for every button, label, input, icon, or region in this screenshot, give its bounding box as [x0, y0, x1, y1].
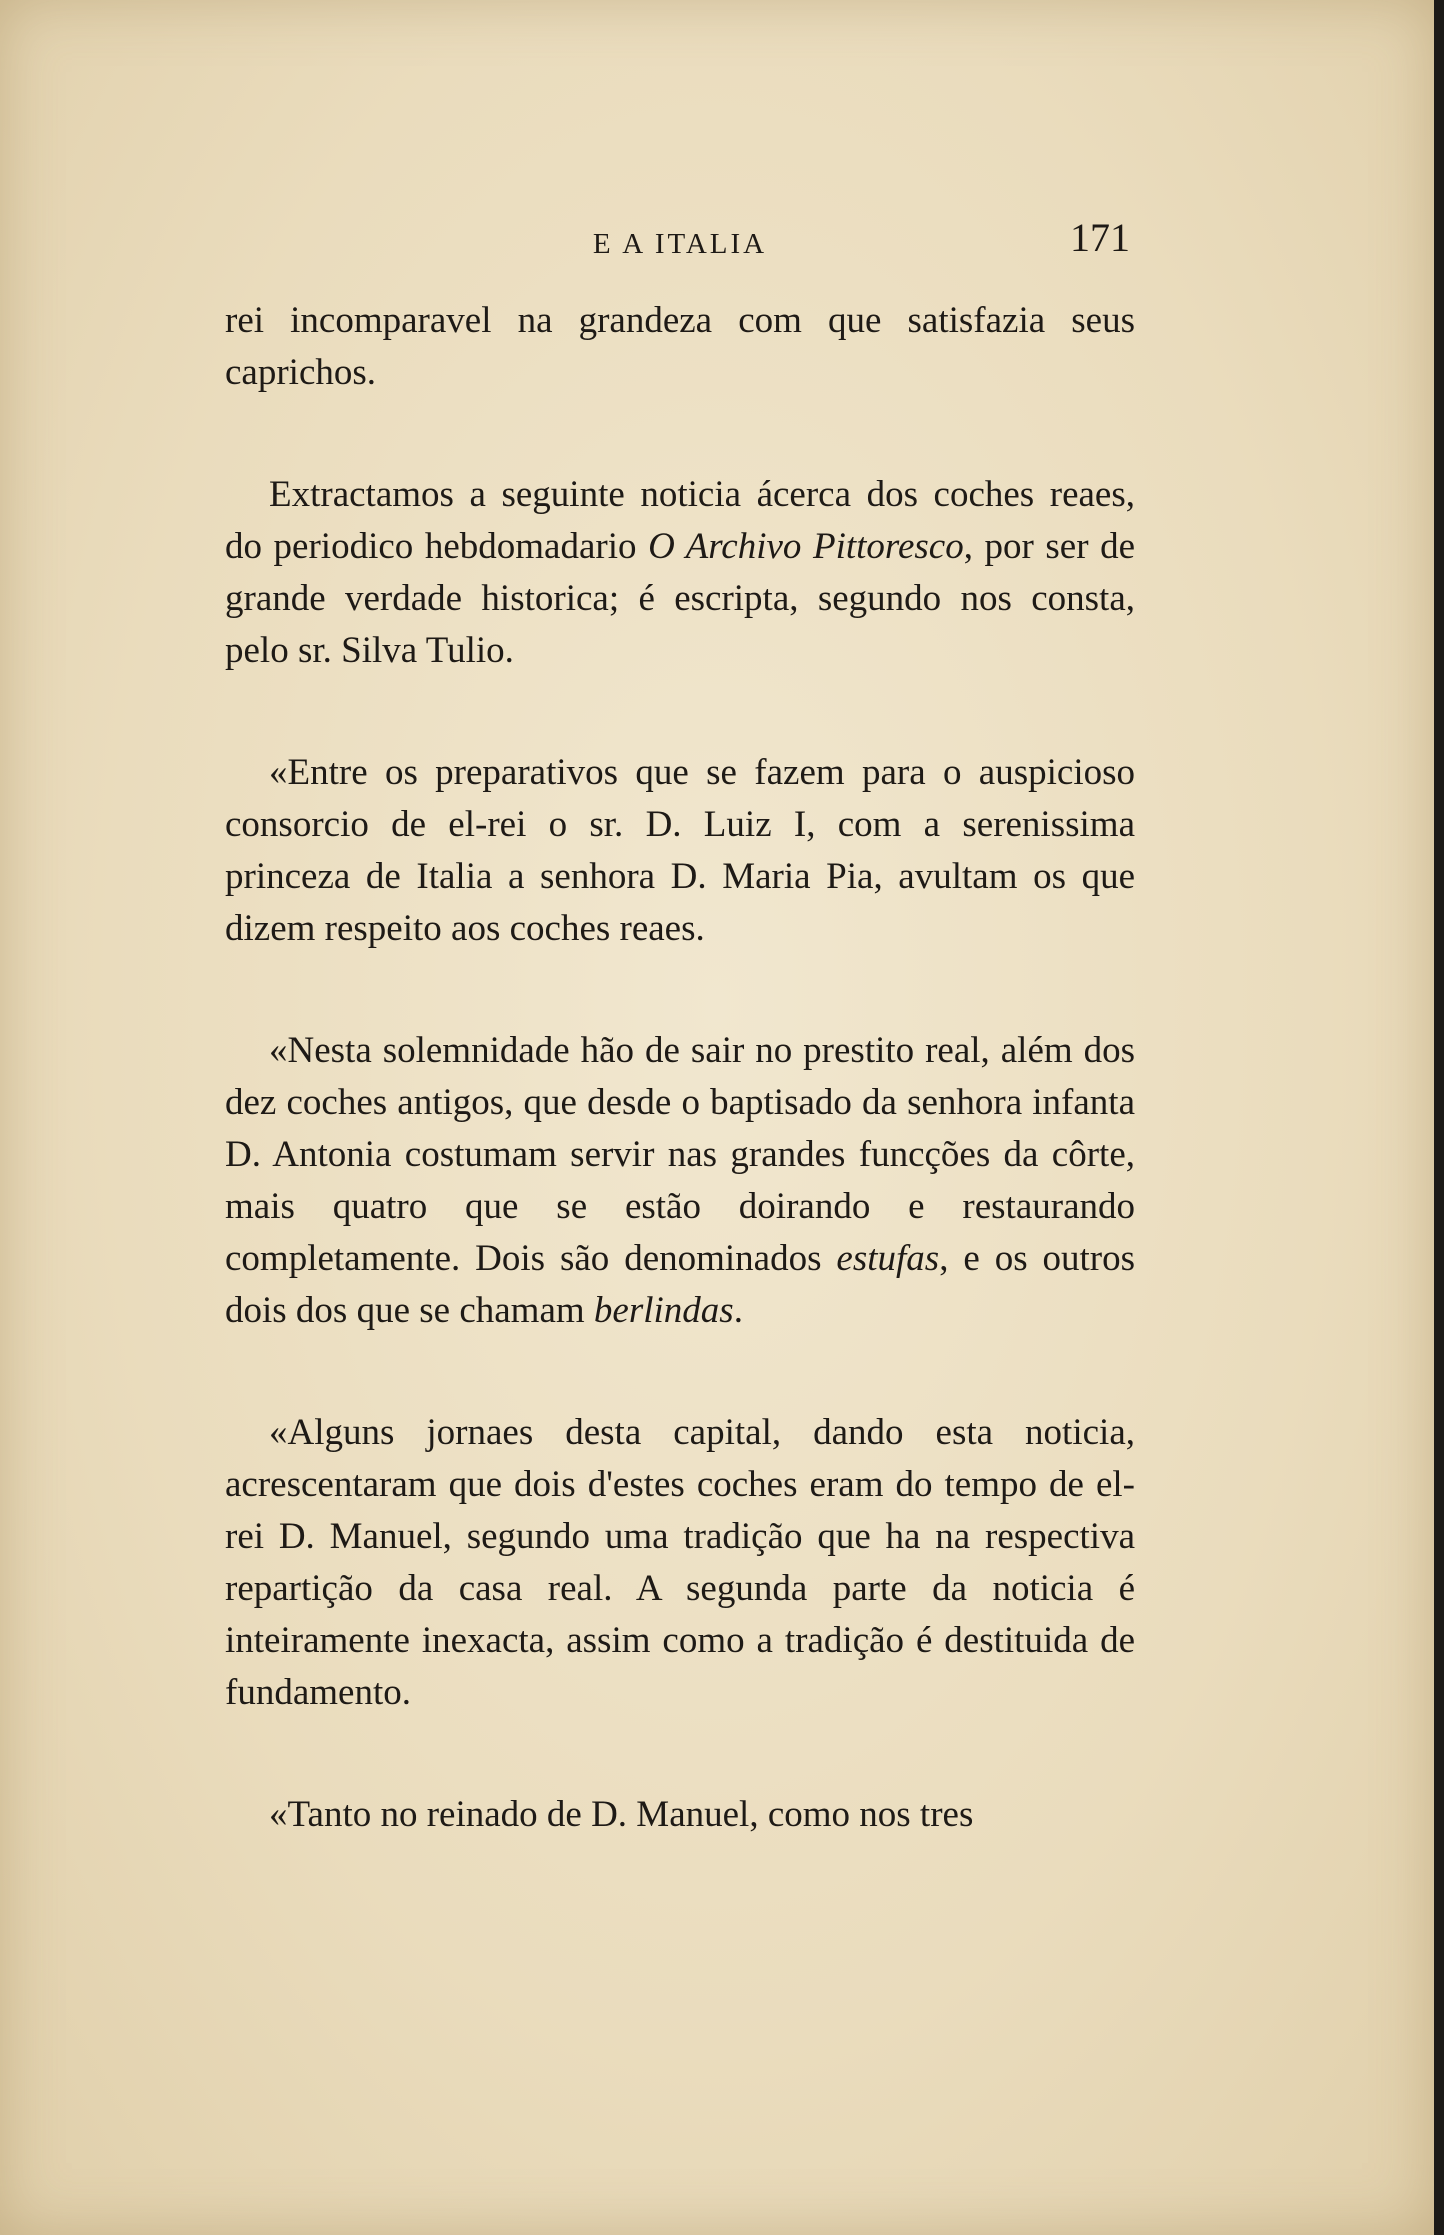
paragraph-2-text: Extractamos a seguinte noticia ácerca dos coches reaes, do periodico hebdomadario	[225, 474, 1135, 567]
paragraph-4-text-end: .	[733, 1290, 743, 1331]
page-number: 171	[1070, 215, 1130, 260]
paragraph-1	[225, 295, 1135, 399]
paragraph-3	[225, 747, 1135, 955]
term-berlindas: berlindas	[593, 1290, 734, 1331]
page-edge	[1434, 0, 1444, 2235]
paragraph-4	[225, 1025, 1135, 1337]
term-estufas: estufas	[836, 1238, 940, 1279]
paragraph-5	[225, 1407, 1135, 1719]
paragraph-4-text: «Nesta solemnidade hão de sair no prestito real, além dos dez coches antigos, que desde o baptisado da senhora infanta D. Antonia costumam servir nas grandes funcções da côrte, mais quatro que se estão doirando e restaurando completamente. Dois são denominados	[225, 1030, 1135, 1279]
paragraph-1-text: rei incomparavel na grandeza com que satisfazia seus caprichos.	[225, 300, 1135, 393]
paragraph-2-text-end: , por ser de grande verdade historica; é escripta, segundo nos consta, pelo sr. Silva Tulio.	[225, 526, 1136, 671]
paragraph-5-text: «Alguns jornaes desta capital, dando esta noticia, acrescentaram que dois d'estes coches eram do tempo de el-rei D. Manuel, segundo uma tradição que ha na respectiva repartição da casa real. A segunda parte da noticia é inteiramente inexacta, assim como a tradição é destituida de fundamento.	[225, 1412, 1135, 1713]
body-text	[225, 295, 1135, 1841]
running-title: E A ITALIA	[592, 228, 768, 260]
paragraph-2	[225, 469, 1135, 677]
periodical-title: O Archivo Pittoresco	[648, 526, 964, 567]
paragraph-6	[225, 1789, 1135, 1841]
page-header	[225, 215, 1135, 260]
paragraph-6-text: «Tanto no reinado de D. Manuel, como nos tres	[269, 1794, 974, 1835]
paragraph-3-text: «Entre os preparativos que se fazem para o auspicioso consorcio de el-rei o sr. D. Luiz I, com a serenissima princeza de Italia a senhora D. Maria Pia, avultam os que dizem respeito aos coches reaes.	[225, 752, 1135, 949]
paragraph-4-text-mid: , e os outros dois dos que se chamam	[225, 1238, 1135, 1331]
